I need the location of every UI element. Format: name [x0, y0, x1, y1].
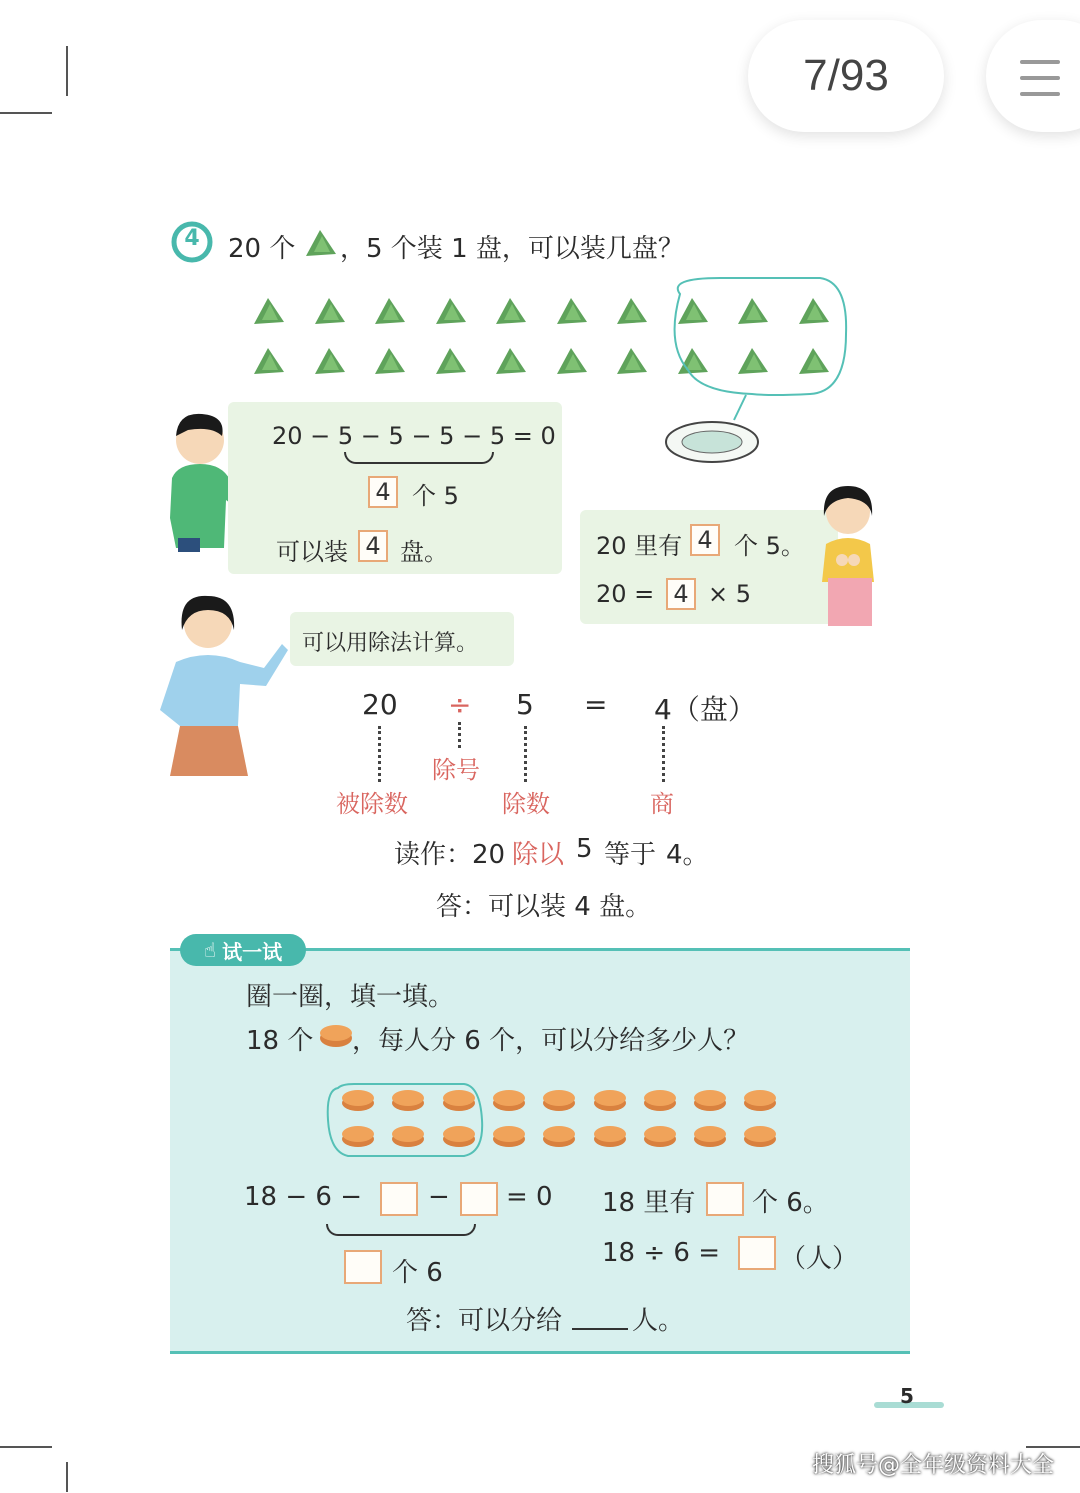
- cookie-icon: [541, 1088, 577, 1112]
- try-count-suffix: 个 6: [392, 1258, 443, 1288]
- fill-in-box[interactable]: [738, 1236, 776, 1270]
- reading-end: 4。: [666, 840, 709, 870]
- label-dividend: 被除数: [336, 790, 408, 818]
- answer-box: 4: [690, 524, 720, 556]
- problem-number: 4: [184, 226, 200, 251]
- zongzi-icon: [613, 294, 651, 328]
- cookie-icon: [318, 1022, 354, 1048]
- cookie-icon: [642, 1124, 678, 1148]
- page-counter[interactable]: 7/93: [748, 20, 944, 132]
- try-right1-prefix: 18 里有: [602, 1188, 696, 1218]
- zongzi-icon: [553, 294, 591, 328]
- answer-prefix: 可以装: [276, 538, 348, 566]
- cookie-icon: [642, 1088, 678, 1112]
- menu-button[interactable]: [986, 20, 1080, 132]
- cookie-icon: [742, 1088, 778, 1112]
- try-eq1-part2: −: [428, 1182, 450, 1212]
- brace: [344, 452, 494, 464]
- problem-question-part1: 20 个: [228, 234, 296, 264]
- answer-suffix: 盘。: [400, 538, 448, 566]
- crop-mark: [0, 112, 52, 114]
- reading-divided-by: 除以: [512, 840, 565, 870]
- reading-equals: 等于: [604, 840, 657, 870]
- answer-text: 答：可以装 4 盘。: [436, 892, 652, 922]
- cookie-icon: [592, 1088, 628, 1112]
- fill-in-box[interactable]: [344, 1250, 382, 1284]
- cookie-icon: [491, 1088, 527, 1112]
- reading-divisor: 5: [576, 834, 593, 864]
- try-question-part1: 18 个: [246, 1026, 314, 1056]
- answer-box: 4: [358, 530, 388, 562]
- plate-icon: [664, 418, 760, 466]
- problem-question-part2: ，5 个装 1 盘，可以装几盘？: [340, 234, 684, 264]
- try-answer-prefix: 答：可以分给: [406, 1306, 563, 1336]
- label-division-sign: 除号: [432, 756, 480, 784]
- try-eq1-part1: 18 − 6 −: [244, 1182, 362, 1212]
- zongzi-icon: [302, 226, 340, 260]
- zongzi-icon: [311, 294, 349, 328]
- try-it-tab: [180, 934, 306, 966]
- crop-mark: [0, 1446, 52, 1448]
- girl-illustration: [812, 482, 884, 630]
- dotted-connector: [378, 726, 381, 782]
- equals-sign: =: [584, 688, 608, 721]
- answer-box: 4: [666, 578, 696, 610]
- multiplication-line1-prefix: 20 里有: [596, 532, 683, 560]
- teacher-speech-text: 可以用除法计算。: [302, 631, 479, 656]
- hand-icon: ☝: [203, 938, 217, 962]
- zongzi-icon: [553, 344, 591, 378]
- answer-blank[interactable]: [572, 1328, 628, 1330]
- quotient: 4（盘）: [654, 693, 756, 726]
- zongzi-icon: [432, 294, 470, 328]
- label-quotient: 商: [650, 790, 674, 818]
- try-it-label: 试一试: [222, 939, 283, 964]
- cookie-icon: [742, 1124, 778, 1148]
- subtraction-equation: 20 − 5 − 5 − 5 − 5 = 0: [272, 422, 556, 450]
- zongzi-icon: [250, 344, 288, 378]
- zongzi-icon: [492, 294, 530, 328]
- cookie-icon: [692, 1124, 728, 1148]
- multiplication-line1-suffix: 个 5。: [734, 532, 805, 560]
- try-right2-suffix: （人）: [780, 1244, 859, 1274]
- grouping-circle: [324, 1080, 486, 1160]
- count-suffix: 个 5: [412, 482, 459, 510]
- zongzi-icon: [250, 294, 288, 328]
- division-sign: ÷: [448, 688, 472, 721]
- cookie-icon: [541, 1124, 577, 1148]
- teacher-illustration: [154, 590, 294, 776]
- label-divisor: 除数: [502, 790, 550, 818]
- zongzi-icon: [492, 344, 530, 378]
- try-right1-suffix: 个 6。: [752, 1188, 829, 1218]
- divisor: 5: [516, 688, 534, 721]
- zongzi-icon: [432, 344, 470, 378]
- zongzi-icon: [371, 294, 409, 328]
- fill-in-box[interactable]: [706, 1182, 744, 1216]
- fill-in-box[interactable]: [460, 1182, 498, 1216]
- fill-in-box[interactable]: [380, 1182, 418, 1216]
- try-answer-suffix: 人。: [632, 1306, 685, 1336]
- dotted-connector: [662, 726, 665, 782]
- dotted-connector: [458, 722, 461, 748]
- dividend: 20: [362, 688, 398, 721]
- brace: [326, 1224, 476, 1236]
- reading-prefix: 读作：20: [394, 840, 506, 870]
- try-right2-prefix: 18 ÷ 6 =: [602, 1238, 720, 1268]
- cookie-icon: [692, 1088, 728, 1112]
- answer-box: 4: [368, 476, 398, 508]
- watermark: 搜狐号@全年级资料大全: [811, 1453, 1054, 1478]
- try-question-part2: ，每人分 6 个，可以分给多少人？: [352, 1026, 750, 1056]
- try-eq1-part3: = 0: [506, 1182, 553, 1212]
- multiplication-line2-suffix: × 5: [708, 580, 752, 608]
- dotted-connector: [524, 726, 527, 782]
- crop-mark: [66, 46, 68, 96]
- grouping-circle: [660, 274, 852, 424]
- try-instruction: 圈一圈，填一填。: [246, 982, 455, 1012]
- zongzi-icon: [311, 344, 349, 378]
- cookie-icon: [491, 1124, 527, 1148]
- page-number: 5: [900, 1384, 914, 1408]
- zongzi-icon: [613, 344, 651, 378]
- crop-mark: [66, 1462, 68, 1492]
- multiplication-line2-prefix: 20 =: [596, 580, 655, 608]
- zongzi-icon: [371, 344, 409, 378]
- cookie-icon: [592, 1124, 628, 1148]
